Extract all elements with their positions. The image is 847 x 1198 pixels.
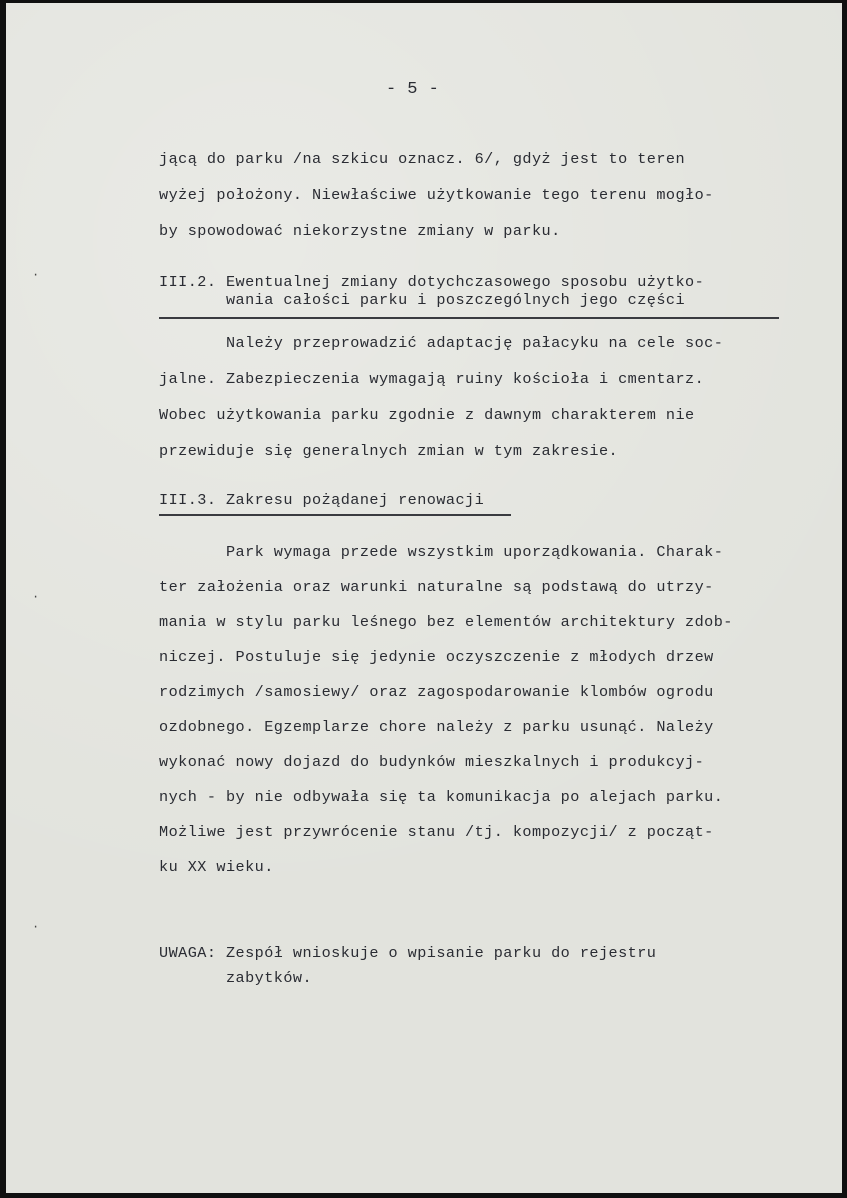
note-line: zabytków. (159, 969, 313, 987)
paragraph-line: Możliwe jest przywrócenie stanu /tj. kompozycji/ z począt- (159, 823, 714, 841)
note-line: UWAGA: Zespół wnioskuje o wpisanie parku do rejestru (159, 944, 657, 962)
paragraph-line: jącą do parku /na szkicu oznacz. 6/, gdyż jest to teren (159, 150, 686, 168)
paragraph-line: ter założenia oraz warunki naturalne są podstawą do utrzy- (159, 578, 714, 596)
paragraph-line: niczej. Postuluje się jedynie oczyszczenie z młodych drzew (159, 648, 714, 666)
paragraph-line: Należy przeprowadzić adaptację pałacyku na cele soc- (159, 334, 724, 352)
paragraph-line: by spowodować niekorzystne zmiany w parku. (159, 222, 561, 240)
paragraph-line: jalne. Zabezpieczenia wymagają ruiny kościoła i cmentarz. (159, 370, 705, 388)
section-heading: wania całości parku i poszczególnych jego części (159, 291, 686, 309)
paragraph-line: rodzimych /samosiewy/ oraz zagospodarowanie klombów ogrodu (159, 683, 714, 701)
paragraph-line: nych - by nie odbywała się ta komunikacja po alejach parku. (159, 788, 724, 806)
section-heading: III.2. Ewentualnej zmiany dotychczasowego sposobu użytko- (159, 273, 705, 291)
section-heading: III.3. Zakresu pożądanej renowacji (159, 491, 485, 509)
paragraph-line: Park wymaga przede wszystkim uporządkowania. Charak- (159, 543, 724, 561)
paragraph-line: Wobec użytkowania parku zgodnie z dawnym charakterem nie (159, 406, 695, 424)
page-number: - 5 - (386, 80, 440, 99)
paragraph-line: wykonać nowy dojazd do budynków mieszkalnych i produkcyj- (159, 753, 705, 771)
section-underline (159, 514, 511, 516)
section-underline (159, 317, 779, 319)
paragraph-line: ozdobnego. Egzemplarze chore należy z parku usunąć. Należy (159, 718, 714, 736)
margin-mark: · (32, 920, 40, 934)
paragraph-line: wyżej położony. Niewłaściwe użytkowanie tego terenu mogło- (159, 186, 714, 204)
paragraph-line: przewiduje się generalnych zmian w tym zakresie. (159, 442, 619, 460)
margin-mark: · (32, 590, 40, 604)
document-page (6, 3, 842, 1193)
paragraph-line: ku XX wieku. (159, 858, 274, 876)
margin-mark: · (32, 268, 40, 282)
paragraph-line: mania w stylu parku leśnego bez elementów architektury zdob- (159, 613, 733, 631)
